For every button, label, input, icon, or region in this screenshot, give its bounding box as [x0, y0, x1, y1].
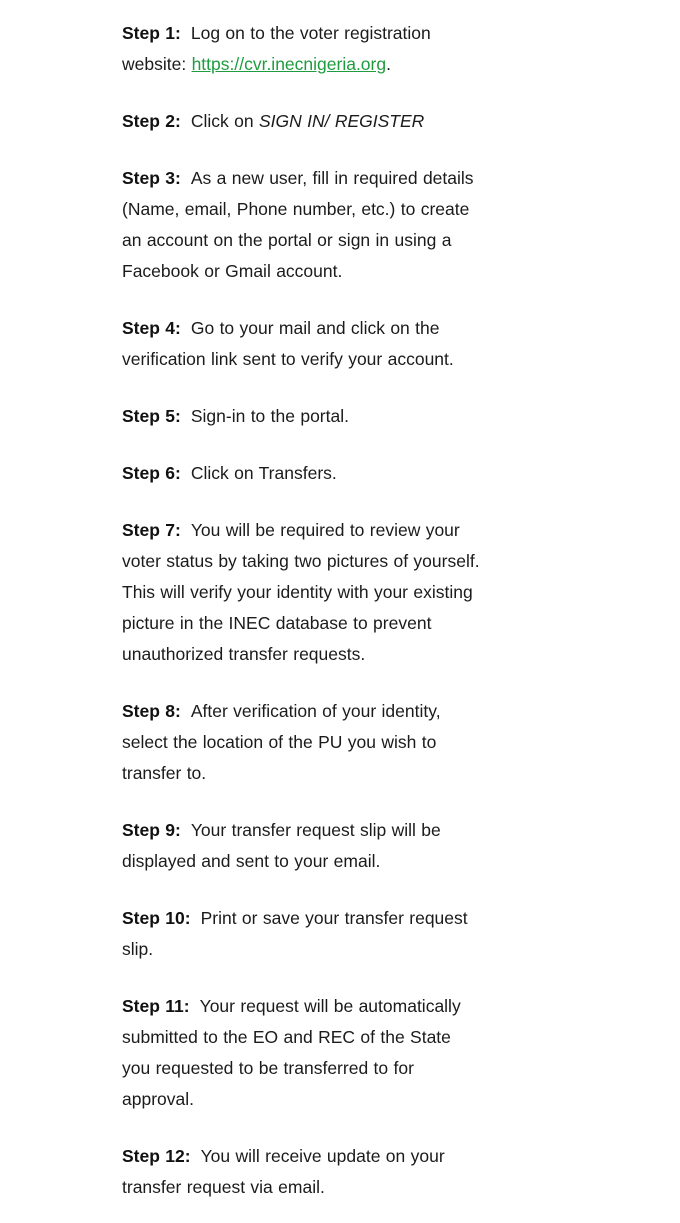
step-label: Step 8: — [122, 701, 181, 721]
step-text: Go to your mail and click on the verification link sent to verify your account. — [122, 318, 454, 369]
step-item-1 — [122, 18, 480, 80]
step-text: Click on Transfers. — [190, 463, 337, 483]
step-item-5 — [122, 401, 480, 432]
step-label: Step 4: — [122, 318, 181, 338]
step-label: Step 10: — [122, 908, 191, 928]
step-item-7 — [122, 515, 480, 670]
step-item-11 — [122, 991, 480, 1115]
step-item-2 — [122, 106, 480, 137]
step-label: Step 1: — [122, 23, 181, 43]
step-item-8 — [122, 696, 480, 789]
step-text: Sign-in to the portal. — [190, 406, 349, 426]
step-item-6 — [122, 458, 480, 489]
step-text: Print or save your transfer request slip. — [122, 908, 468, 959]
step-label: Step 6: — [122, 463, 181, 483]
step-item-10 — [122, 903, 480, 965]
step-label: Step 3: — [122, 168, 181, 188]
step-label: Step 12: — [122, 1146, 191, 1166]
step-text: After verification of your identity, select the location of the PU you wish to transfer to. — [122, 701, 441, 783]
step-text: You will be required to review your voter status by taking two pictures of yourself. This will verify your identity with your existing picture in the INEC database to prevent unauthorized transfer requests. — [122, 520, 480, 664]
step-item-3 — [122, 163, 480, 287]
step-text-after: . — [386, 54, 391, 74]
step-item-9 — [122, 815, 480, 877]
step-text: Your request will be automatically submitted to the EO and REC of the State you requested to be transferred to for approval. — [122, 996, 461, 1109]
step-item-4 — [122, 313, 480, 375]
step-text: Your transfer request slip will be displayed and sent to your email. — [122, 820, 441, 871]
step-item-12 — [122, 1141, 480, 1203]
step-text: Log on to the voter registration website: — [122, 23, 431, 74]
step-label: Step 11: — [122, 996, 190, 1016]
step-text: As a new user, fill in required details (Name, email, Phone number, etc.) to create an account on the portal or sign in using a Facebook or Gmail account. — [122, 168, 474, 281]
step-label: Step 5: — [122, 406, 181, 426]
sign-in-register-emphasis: SIGN IN/ REGISTER — [258, 111, 425, 131]
step-label: Step 9: — [122, 820, 181, 840]
step-text: Click on — [190, 111, 259, 131]
voter-registration-link[interactable]: https://cvr.inecnigeria.org — [191, 54, 387, 74]
step-text: You will receive update on your transfer request via email. — [122, 1146, 445, 1197]
step-label: Step 7: — [122, 520, 181, 540]
step-label: Step 2: — [122, 111, 181, 131]
